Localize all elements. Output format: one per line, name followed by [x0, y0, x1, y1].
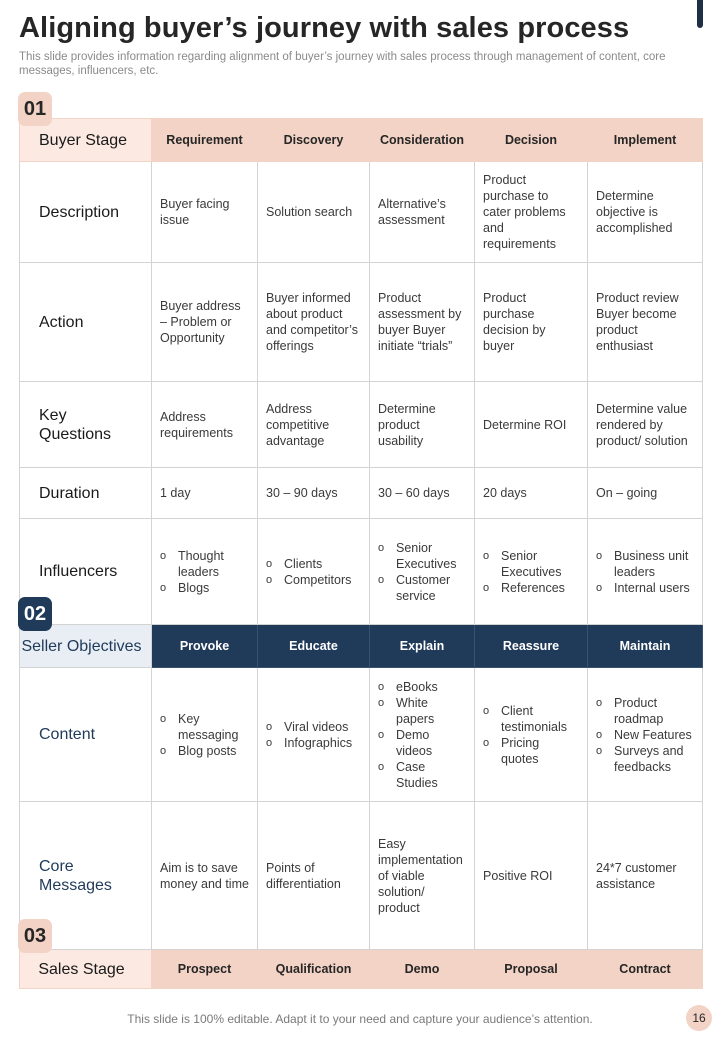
- slide-subtitle: This slide provides information regarding alignment of buyer’s journey with sales process through management of content, core messages, influencers, etc.: [19, 51, 666, 77]
- list-item: o Blogs: [160, 580, 249, 596]
- sales-stage-header: Demo: [370, 950, 475, 989]
- list-item: o Surveys and feedbacks: [596, 743, 694, 775]
- sales-stage-label: Sales Stage: [20, 950, 152, 989]
- table-cell: Product purchase to cater problems and requirements: [475, 162, 588, 263]
- table-cell: [258, 668, 370, 802]
- row-label-action: Action: [20, 263, 152, 382]
- table-cell: [258, 519, 370, 625]
- buyer-stage-label: Buyer Stage: [20, 119, 152, 162]
- table-cell: Product review Buyer become product enthusiast: [588, 263, 703, 382]
- table-cell: [370, 519, 475, 625]
- bullet-list: [266, 719, 361, 751]
- sales-stage-header: Prospect: [152, 950, 258, 989]
- list-item: o Viral videos: [266, 719, 361, 735]
- bullet-list: [378, 540, 466, 604]
- buyer-stage-header: Consideration: [370, 119, 475, 162]
- list-item: o References: [483, 580, 579, 596]
- slide-title: Aligning buyer’s journey with sales process: [19, 12, 630, 44]
- table-cell: Buyer facing issue: [152, 162, 258, 263]
- table-cell: [370, 668, 475, 802]
- table-cell: [152, 519, 258, 625]
- list-item: o Blog posts: [160, 743, 249, 759]
- seller-objective-header: Provoke: [152, 625, 258, 668]
- bullet-list: [483, 703, 579, 767]
- buyer-stage-row: [20, 119, 703, 162]
- sales-stage-header: Contract: [588, 950, 703, 989]
- list-item: o Competitors: [266, 572, 361, 588]
- table-cell: 24*7 customer assistance: [588, 802, 703, 950]
- table-cell: [475, 668, 588, 802]
- table-cell: 30 – 90 days: [258, 468, 370, 519]
- table-cell: 20 days: [475, 468, 588, 519]
- description-row: [20, 162, 703, 263]
- page-number: 16: [686, 1005, 712, 1031]
- seller-objective-header: Explain: [370, 625, 475, 668]
- content-row: [20, 668, 703, 802]
- row-label-influencers: Influencers: [20, 519, 152, 625]
- seller-objectives-label: Seller Objectives: [20, 625, 152, 668]
- key-questions-row: [20, 382, 703, 468]
- table-cell: 1 day: [152, 468, 258, 519]
- list-item: o Customer service: [378, 572, 466, 604]
- table-cell: On – going: [588, 468, 703, 519]
- buyer-stage-header: Decision: [475, 119, 588, 162]
- row-label-core-messages: Core Messages: [20, 802, 152, 950]
- bullet-list: [378, 679, 466, 791]
- table-cell: Address requirements: [152, 382, 258, 468]
- row-label-content: Content: [20, 668, 152, 802]
- table-cell: Address competitive advantage: [258, 382, 370, 468]
- table-cell: Points of differentiation: [258, 802, 370, 950]
- table-cell: Product assessment by buyer Buyer initiate “trials”: [370, 263, 475, 382]
- bullet-list: [483, 548, 579, 596]
- list-item: o Key messaging: [160, 711, 249, 743]
- list-item: o Internal users: [596, 580, 694, 596]
- table-cell: Determine value rendered by product/ solution: [588, 382, 703, 468]
- buyer-stage-header: Implement: [588, 119, 703, 162]
- alignment-table: [19, 118, 703, 989]
- table-cell: Positive ROI: [475, 802, 588, 950]
- seller-objective-header: Educate: [258, 625, 370, 668]
- list-item: o Product roadmap: [596, 695, 694, 727]
- table-cell: Product purchase decision by buyer: [475, 263, 588, 382]
- row-label-description: Description: [20, 162, 152, 263]
- table-cell: 30 – 60 days: [370, 468, 475, 519]
- sales-stage-header: Proposal: [475, 950, 588, 989]
- table-cell: [588, 668, 703, 802]
- list-item: o Pricing quotes: [483, 735, 579, 767]
- bullet-list: [596, 695, 694, 775]
- table-cell: Aim is to save money and time: [152, 802, 258, 950]
- bullet-list: [596, 548, 694, 596]
- seller-objective-header: Reassure: [475, 625, 588, 668]
- table-cell: Determine ROI: [475, 382, 588, 468]
- table-cell: Buyer address – Problem or Opportunity: [152, 263, 258, 382]
- table-cell: [475, 519, 588, 625]
- table-cell: Solution search: [258, 162, 370, 263]
- table-cell: Alternative’s assessment: [370, 162, 475, 263]
- action-row: [20, 263, 703, 382]
- row-label-key-questions: Key Questions: [20, 382, 152, 468]
- row-label-duration: Duration: [20, 468, 152, 519]
- bullet-list: [160, 711, 249, 759]
- sales-stage-header: Qualification: [258, 950, 370, 989]
- section-number-badge: 02: [18, 597, 52, 631]
- list-item: o Infographics: [266, 735, 361, 751]
- table-cell: Determine product usability: [370, 382, 475, 468]
- list-item: o Demo videos: [378, 727, 466, 759]
- bullet-list: [160, 548, 249, 596]
- top-accent-bar: [697, 0, 703, 28]
- duration-row: [20, 468, 703, 519]
- table-cell: [588, 519, 703, 625]
- sales-stage-row: [20, 950, 703, 989]
- table-cell: Buyer informed about product and competitor’s offerings: [258, 263, 370, 382]
- list-item: o Thought leaders: [160, 548, 249, 580]
- list-item: o Clients: [266, 556, 361, 572]
- list-item: o eBooks: [378, 679, 466, 695]
- core-messages-row: [20, 802, 703, 950]
- bullet-list: [266, 556, 361, 588]
- seller-objectives-row: [20, 625, 703, 668]
- seller-objective-header: Maintain: [588, 625, 703, 668]
- section-number-badge: 03: [18, 919, 52, 953]
- list-item: o New Features: [596, 727, 694, 743]
- table-cell: [152, 668, 258, 802]
- section-number-badge: 01: [18, 92, 52, 126]
- influencers-row: [20, 519, 703, 625]
- table-cell: Determine objective is accomplished: [588, 162, 703, 263]
- table-cell: Easy implementation of viable solution/ product: [370, 802, 475, 950]
- list-item: o White papers: [378, 695, 466, 727]
- list-item: o Senior Executives: [378, 540, 466, 572]
- footer-note: This slide is 100% editable. Adapt it to your need and capture your audience’s attention.: [127, 1012, 593, 1026]
- list-item: o Case Studies: [378, 759, 466, 791]
- list-item: o Senior Executives: [483, 548, 579, 580]
- list-item: o Client testimonials: [483, 703, 579, 735]
- buyer-stage-header: Requirement: [152, 119, 258, 162]
- list-item: o Business unit leaders: [596, 548, 694, 580]
- buyer-stage-header: Discovery: [258, 119, 370, 162]
